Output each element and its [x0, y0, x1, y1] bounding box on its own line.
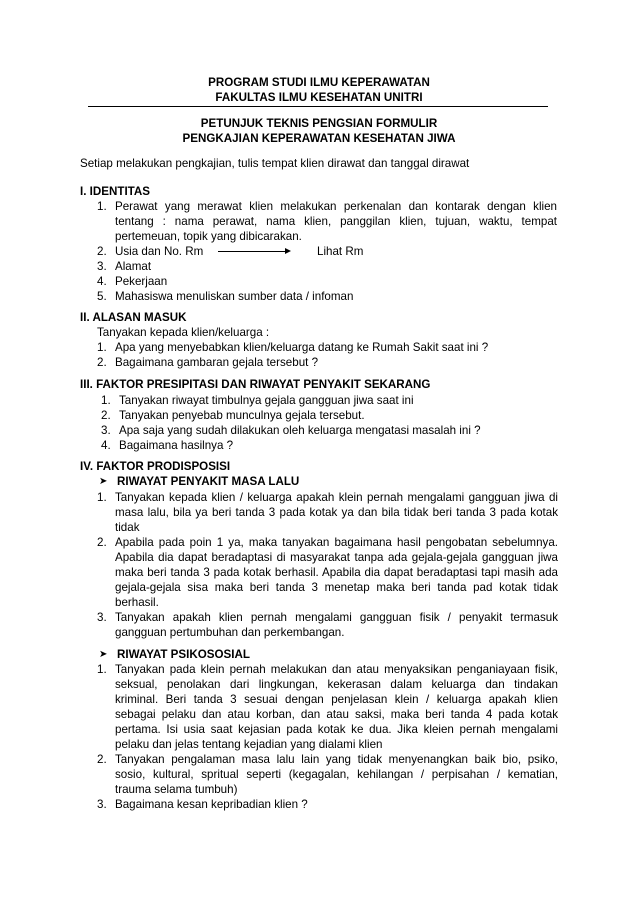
list-item-text: Apabila pada poin 1 ya, maka tanyakan bagaimana hasil pengobatan sebelumnya. [115, 536, 558, 549]
section-identitas-heading: I. IDENTITAS [80, 185, 150, 198]
list-item-text: berhasil. [115, 596, 159, 609]
header-divider [88, 106, 548, 107]
list-item-text: gangguan pertumbuhan dan perkembangan. [115, 626, 345, 639]
list-item-text: Bagaimana hasilnya ? [119, 439, 234, 452]
list-number: 4. [101, 439, 111, 452]
section-faktor-predisposisi-heading: IV. FAKTOR PRODISPOSISI [80, 460, 231, 473]
list-item-text: Tanyakan pengalaman masa lalu lain yang tidak menyenangkan baik bio, psiko, [115, 753, 558, 766]
list-number: 1. [97, 491, 107, 504]
list-number: 1. [97, 200, 107, 213]
list-number: 5. [97, 290, 107, 303]
list-item-text: Apa yang menyebabkan klien/keluarga datang ke Rumah Sakit saat ini ? [115, 341, 489, 354]
list-item-text: Perawat yang merawat klien melakukan perkenalan dan kontarak dengan klien [115, 200, 557, 213]
list-item-text: Tanyakan riwayat timbulnya gejala gangguan jiwa saat ini [119, 394, 414, 407]
list-item-text: tidak [115, 521, 140, 534]
list-item-text: gejala-gejala sisa maka beri tanda 3 menetap maka beri tanda pad kotak tidak [115, 581, 558, 594]
list-number: 2. [97, 356, 107, 369]
section-alasan-masuk-heading: II. ALASAN MASUK [80, 311, 187, 324]
list-number: 1. [97, 663, 107, 676]
section-faktor-presipitasi-heading: III. FAKTOR PRESIPITASI DAN RIWAYAT PENYAKIT SEKARANG [80, 378, 431, 391]
section-lead-text: Tanyakan kepada klien/keluarga : [97, 326, 270, 339]
list-item-text: Apa saja yang sudah dilakukan oleh keluarga mengatasi masalah ini ? [119, 424, 481, 437]
list-item-text: maka beri tanda 3 pada kotak berhasil. Apabila dia dapat beradaptasi tapi masih ada [115, 566, 558, 579]
list-item-text: kriminal. Beri tanda 3 sesuai dengan penjelasan klein / keluarga apakah klien [115, 693, 558, 706]
list-number: 3. [97, 798, 107, 811]
list-number: 2. [97, 245, 107, 258]
list-item-text: Tanyakan penyebab munculnya gejala tersebut. [119, 409, 365, 422]
list-number: 4. [97, 275, 107, 288]
list-item-text: Bagaimana gambaran gejala tersebut ? [115, 356, 319, 369]
list-item-text: Apabila dia dapat beradaptasi di masyarakat tanpa ada gejala-gejala gangguan jiwa [115, 551, 558, 564]
list-item-text: pertama. Isi usia saat kejasian pada kotak ke dua. Jika kleien pernah mengalami [115, 723, 558, 736]
arrow-bullet-icon: ➤ [99, 476, 108, 487]
list-item-text: trauma selama tumbuh) [115, 783, 238, 796]
list-item-text: Tanyakan kepada klien / keluarga apakah klein pernah mengalami gangguan jiwa di [115, 491, 558, 504]
doc-title-line1: PETUNJUK TEKNIS PENGSIAN FORMULIR [200, 117, 438, 130]
arrow-right-icon [218, 251, 289, 252]
list-number: 2. [97, 536, 107, 549]
list-number: 3. [101, 424, 111, 437]
list-item-text: Pekerjaan [115, 275, 168, 288]
doc-title-line2: PENGKAJIAN KEPERAWATAN KESEHATAN JIWA [182, 132, 456, 145]
list-item-text: Alamat [115, 260, 152, 273]
subsection-riwayat-psikososial-heading: RIWAYAT PSIKOSOSIAL [117, 648, 250, 661]
list-item-text: Usia dan No. Rm [115, 245, 204, 258]
list-item-text: pelaku dan jelas tentang kejadian yang dialami klien [115, 738, 383, 751]
list-number: 1. [97, 341, 107, 354]
intro-text: Setiap melakukan pengkajian, tulis tempat klien dirawat dan tanggal dirawat [80, 157, 470, 170]
list-number: 2. [97, 753, 107, 766]
list-item-text: sosio, kultural, spritual seperti (kegagalan, kehilangan / perpisahan / kematian, [115, 768, 558, 781]
list-item-text: Tanyakan pada klein pernah melakukan dan atau menyaksikan penganiayaan fisik, [115, 663, 558, 676]
list-item-text: seksual, penolakan dari lingkungan, kekerasan dalam keluarga dan tindakan [115, 678, 558, 691]
institution-line1: PROGRAM STUDI ILMU KEPERAWATAN [208, 76, 430, 89]
list-number: 3. [97, 260, 107, 273]
list-item-text: pertemeuan, topik yang dibicarakan. [115, 230, 302, 243]
subsection-riwayat-penyakit-heading: RIWAYAT PENYAKIT MASA LALU [117, 475, 300, 488]
list-item-text: Lihat Rm [317, 245, 364, 258]
list-item-text: tentang : nama perawat, nama klien, panggilan klien, tujuan, waktu, tempat [115, 215, 557, 228]
arrow-bullet-icon: ➤ [99, 649, 108, 660]
list-item-text: Tanyakan apakah klien pernah mengalami gangguan fisik / penyakit termasuk [115, 611, 558, 624]
institution-line2: FAKULTAS ILMU KESEHATAN UNITRI [215, 91, 423, 104]
list-number: 2. [101, 409, 111, 422]
list-item-text: sebagai pelaku dan atau korban, dan atau saksi, maka beri tanda 4 pada kotak [115, 708, 558, 721]
list-item-text: masa lalu, bila ya beri tanda 3 pada kotak ya dan bila tidak beri tanda 3 pada kotak [115, 506, 558, 519]
list-item-text: Mahasiswa menuliskan sumber data / infoman [115, 290, 354, 303]
list-item-text: Bagaimana kesan kepribadian klien ? [115, 798, 308, 811]
list-number: 3. [97, 611, 107, 624]
list-number: 1. [101, 394, 111, 407]
